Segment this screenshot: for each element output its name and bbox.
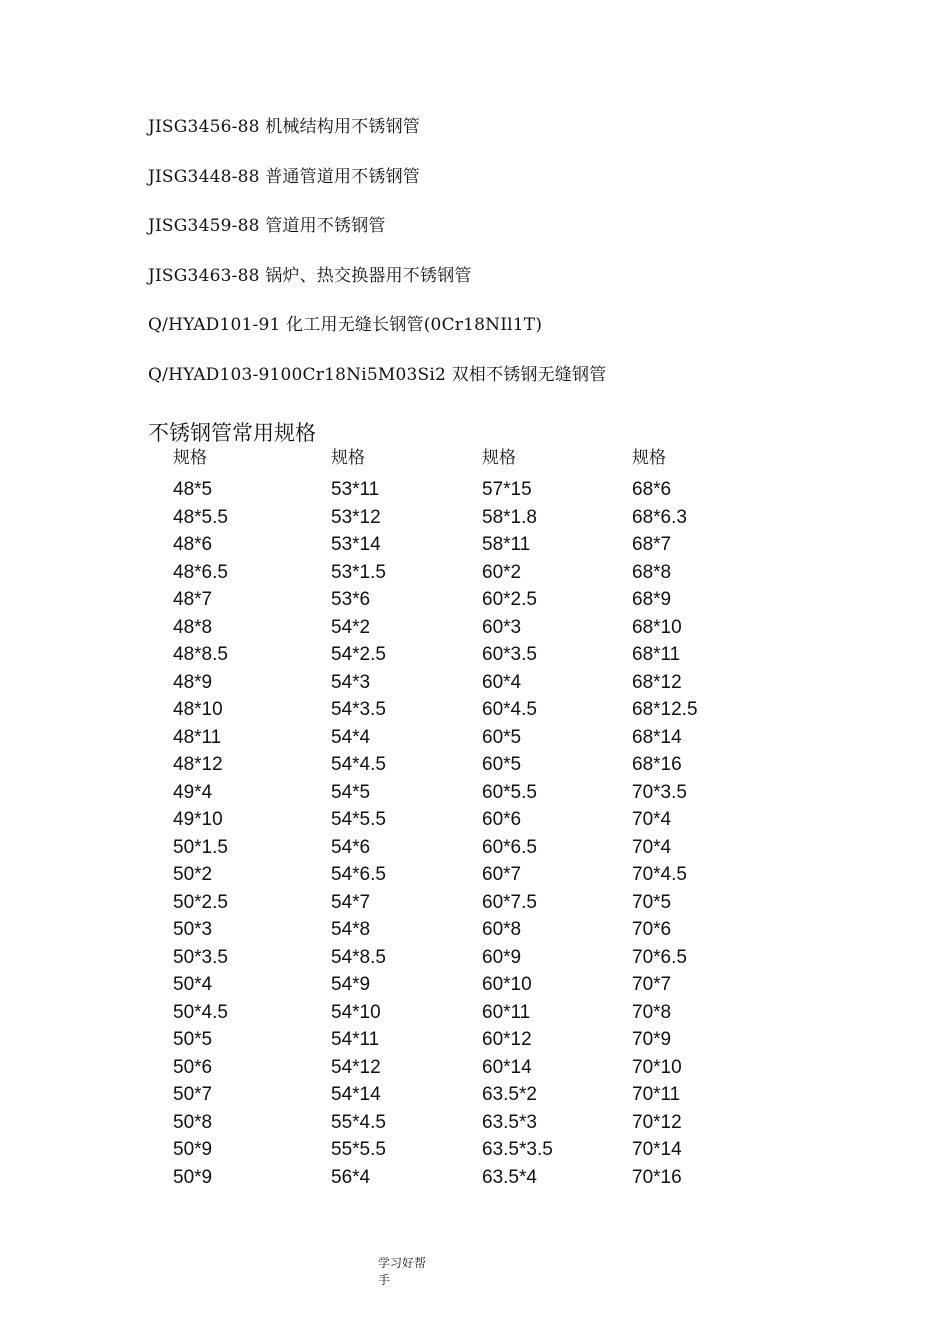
- column-header: 规格: [173, 448, 207, 468]
- spec-cell: 70*14: [632, 1139, 682, 1160]
- spec-cell: 54*2: [331, 616, 371, 638]
- spec-cell: 60*5.5: [482, 781, 537, 803]
- column-header: 规格: [632, 448, 666, 468]
- spec-cell: 70*10: [632, 1056, 682, 1078]
- spec-cell: 50*7: [173, 1084, 213, 1105]
- spec-cell: 48*12: [173, 754, 223, 775]
- spec-cell: 60*6: [482, 809, 522, 830]
- spec-column: [632, 444, 698, 1191]
- spec-cell: 70*3.5: [632, 781, 687, 803]
- spec-cell: 70*9: [632, 1029, 672, 1050]
- spec-cell: 50*5: [173, 1029, 213, 1050]
- spec-cell: 54*4.5: [331, 754, 386, 775]
- spec-cell: 70*7: [632, 974, 672, 995]
- spec-cell: 54*10: [331, 1001, 381, 1023]
- spec-cell: 53*6: [331, 589, 371, 610]
- spec-cell: 54*4: [331, 726, 371, 748]
- standard-item: JISG3456-88 机械结构用不锈钢管: [148, 117, 420, 137]
- spec-cell: 50*4: [173, 974, 213, 995]
- spec-cell: 60*4: [482, 671, 522, 693]
- spec-cell: 70*4: [632, 836, 672, 858]
- column-header: 规格: [482, 448, 516, 468]
- spec-column: [482, 444, 553, 1191]
- spec-cell: 50*3: [173, 919, 213, 940]
- spec-cell: 60*14: [482, 1056, 532, 1078]
- spec-cell: 60*5: [482, 754, 522, 775]
- spec-cell: 60*6.5: [482, 836, 537, 858]
- standard-item: JISG3463-88 锅炉、热交换器用不锈钢管: [148, 265, 472, 286]
- spec-cell: 50*1.5: [173, 836, 228, 858]
- spec-cell: 48*8.5: [173, 644, 228, 665]
- spec-cell: 68*6.3: [632, 506, 687, 528]
- spec-cell: 70*8: [632, 1001, 672, 1023]
- footer-line-2: 手: [378, 1273, 391, 1287]
- spec-cell: 68*7: [632, 534, 672, 555]
- standard-item: Q/HYAD101-91 化工用无缝长钢管(0Cr18NIl1T): [148, 315, 543, 336]
- spec-cell: 68*12: [632, 671, 682, 693]
- spec-cell: 48*8: [173, 616, 213, 638]
- standard-item: JISG3459-88 管道用不锈钢管: [148, 216, 386, 237]
- spec-cell: 50*2.5: [173, 891, 228, 913]
- spec-cell: 63.5*2: [482, 1084, 537, 1105]
- spec-cell: 60*3.5: [482, 644, 537, 665]
- spec-cell: 70*5: [632, 891, 672, 913]
- spec-cell: 70*4: [632, 809, 672, 830]
- spec-cell: 60*7.5: [482, 891, 537, 913]
- spec-cell: 55*4.5: [331, 1111, 386, 1133]
- spec-cell: 48*6: [173, 534, 213, 555]
- spec-cell: 70*11: [632, 1084, 681, 1105]
- spec-column: [331, 444, 386, 1191]
- spec-cell: 53*1.5: [331, 561, 386, 583]
- spec-cell: 50*4.5: [173, 1001, 228, 1023]
- spec-cell: 53*14: [331, 534, 381, 555]
- spec-cell: 68*6: [632, 479, 672, 500]
- spec-cell: 63.5*3: [482, 1111, 537, 1133]
- spec-cell: 50*6: [173, 1056, 213, 1078]
- spec-cell: 48*11: [173, 726, 222, 748]
- spec-cell: 70*12: [632, 1111, 682, 1133]
- spec-cell: 50*3.5: [173, 946, 228, 968]
- spec-cell: 70*6: [632, 919, 672, 940]
- spec-cell: 50*9: [173, 1139, 213, 1160]
- spec-cell: 54*14: [331, 1084, 381, 1105]
- spec-cell: 68*9: [632, 589, 672, 610]
- spec-cell: 54*6.5: [331, 864, 386, 885]
- spec-cell: 60*8: [482, 919, 522, 940]
- spec-cell: 68*12.5: [632, 699, 698, 720]
- spec-cell: 60*12: [482, 1029, 532, 1050]
- spec-cell: 58*1.8: [482, 506, 537, 528]
- spec-cell: 50*8: [173, 1111, 213, 1133]
- spec-cell: 68*11: [632, 644, 681, 665]
- spec-cell: 48*7: [173, 589, 213, 610]
- spec-cell: 48*9: [173, 671, 213, 693]
- spec-cell: 60*11: [482, 1001, 531, 1023]
- standard-item: JISG3448-88 普通管道用不锈钢管: [148, 166, 420, 187]
- spec-cell: 63.5*3.5: [482, 1139, 553, 1160]
- spec-cell: 54*5.5: [331, 809, 386, 830]
- spec-cell: 68*10: [632, 616, 682, 638]
- spec-cell: 57*15: [482, 479, 532, 500]
- spec-cell: 54*8.5: [331, 946, 386, 968]
- spec-cell: 54*11: [331, 1029, 380, 1050]
- spec-cell: 60*5: [482, 726, 522, 748]
- section-title: 不锈钢管常用规格: [148, 421, 316, 445]
- spec-cell: 54*8: [331, 919, 371, 940]
- spec-cell: 60*10: [482, 974, 532, 995]
- spec-cell: 49*10: [173, 809, 223, 830]
- column-header: 规格: [331, 448, 365, 468]
- spec-cell: 54*2.5: [331, 644, 386, 665]
- spec-cell: 68*14: [632, 726, 682, 748]
- spec-cell: 54*5: [331, 781, 371, 803]
- spec-cell: 70*6.5: [632, 946, 687, 968]
- spec-cell: 54*3: [331, 671, 371, 693]
- footer: [378, 1255, 448, 1289]
- spec-cell: 54*3.5: [331, 699, 386, 720]
- spec-cell: 58*11: [482, 534, 531, 555]
- spec-cell: 54*9: [331, 974, 371, 995]
- spec-cell: 60*2: [482, 561, 522, 583]
- spec-cell: 48*6.5: [173, 561, 228, 583]
- spec-cell: 48*10: [173, 699, 223, 720]
- spec-cell: 53*12: [331, 506, 381, 528]
- spec-cell: 70*4.5: [632, 864, 687, 885]
- spec-cell: 60*9: [482, 946, 522, 968]
- spec-cell: 60*7: [482, 864, 522, 885]
- spec-cell: 50*9: [173, 1166, 213, 1188]
- spec-cell: 60*2.5: [482, 589, 537, 610]
- footer-line-1: 学习好帮: [378, 1256, 427, 1270]
- standard-item: Q/HYAD103-9100Cr18Ni5M03Si2 双相不锈钢无缝钢管: [148, 364, 607, 385]
- spec-cell: 48*5.5: [173, 506, 228, 528]
- spec-cell: 63.5*4: [482, 1166, 537, 1188]
- spec-cell: 54*12: [331, 1056, 381, 1078]
- spec-cell: 60*4.5: [482, 699, 537, 720]
- spec-cell: 53*11: [331, 479, 380, 500]
- spec-cell: 54*7: [331, 891, 371, 913]
- spec-cell: 49*4: [173, 781, 213, 803]
- spec-cell: 68*16: [632, 754, 682, 775]
- spec-cell: 60*3: [482, 616, 522, 638]
- spec-cell: 48*5: [173, 479, 213, 500]
- spec-cell: 50*2: [173, 864, 213, 885]
- spec-cell: 70*16: [632, 1166, 682, 1188]
- spec-cell: 56*4: [331, 1166, 371, 1188]
- spec-cell: 54*6: [331, 836, 371, 858]
- spec-column: [173, 444, 228, 1191]
- spec-cell: 68*8: [632, 561, 672, 583]
- spec-cell: 55*5.5: [331, 1139, 386, 1160]
